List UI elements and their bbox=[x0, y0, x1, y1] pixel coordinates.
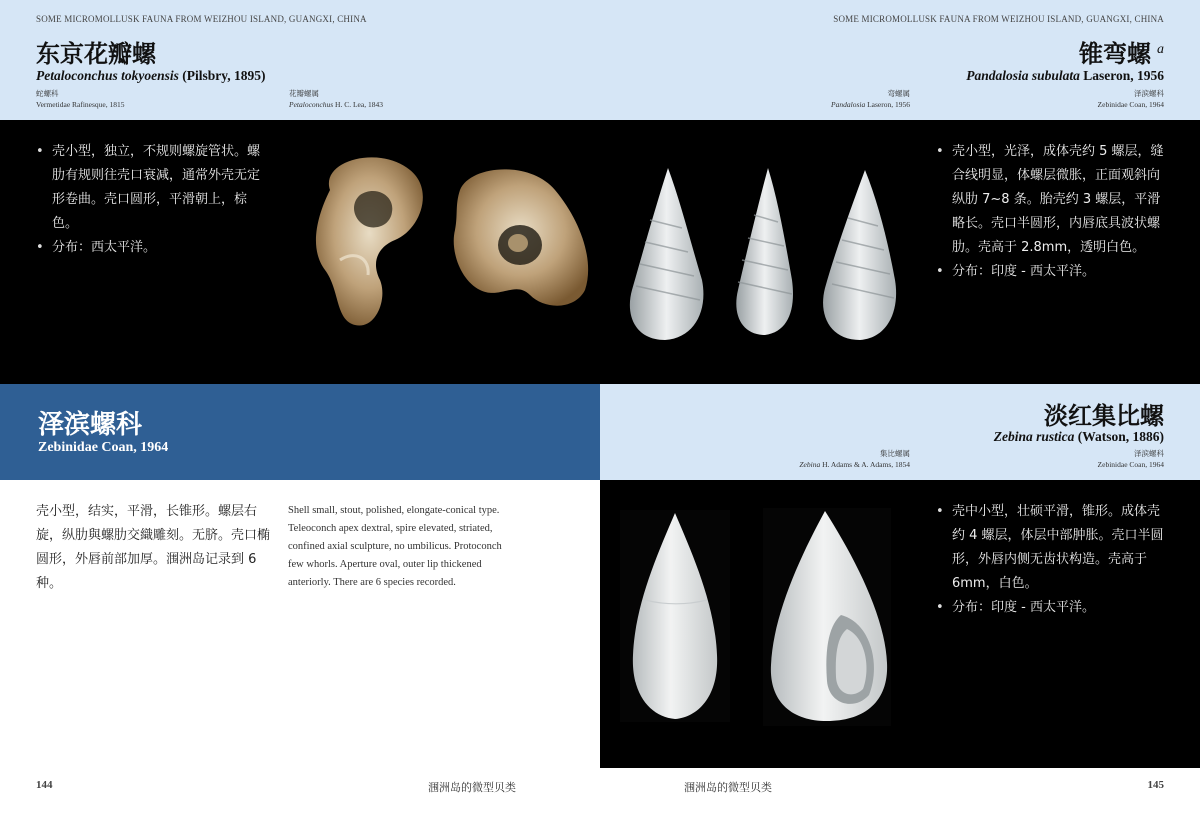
species-binomial: Petaloconchus tokyoensis bbox=[36, 68, 179, 83]
petaloconchus-shell-photos bbox=[300, 150, 600, 340]
family-name-zh: 蛇螺科 bbox=[36, 89, 59, 98]
conical-shell-image-apertural bbox=[763, 508, 891, 726]
species-sci-name-zebina: Zebina rustica (Watson, 1886) bbox=[993, 429, 1164, 444]
species-name-zh-zebina: 淡红集比螺 bbox=[1044, 402, 1164, 430]
list-item: • 分布：印度 - 西太平洋。 bbox=[936, 596, 1168, 620]
right-page-number: 145 bbox=[1147, 779, 1164, 791]
genus-name-zh: 花瓣螺属 bbox=[289, 89, 319, 98]
left-footer-title: 涠洲岛的微型贝类 bbox=[428, 781, 516, 794]
right-footer-title: 涠洲岛的微型贝类 bbox=[684, 781, 772, 794]
species-author: (Pilsbry, 1895) bbox=[178, 68, 266, 83]
list-item: • 壳小型，独立，不规则螺旋管状。螺肋有规则往壳口衰减，通常外壳无定形卷曲。壳口圆形，平滑朝上，棕色。 bbox=[36, 140, 272, 236]
left-page-number: 144 bbox=[36, 779, 53, 791]
species-sci-name-petaloconchus bbox=[36, 68, 266, 84]
pandalosia-shell-photos bbox=[620, 160, 910, 345]
family-section-title-sci: Zebinidae Coan, 1964 bbox=[38, 440, 169, 455]
family-section-title-zh: 泽滨螺科 bbox=[38, 410, 143, 440]
family-taxon-zebinidae-top: 泽滨螺科 Zebinidae Coan, 1964 bbox=[1097, 89, 1164, 109]
list-item: • 壳小型，光泽，成体壳约 5 螺层，缝合线明显，体螺层微胀，正面观斜向纵肋 7~8 条。胎壳约 3 螺层，平滑略长。壳口半圆形，内唇底具波状螺肋。壳高于 2.8mm，透明白色。 bbox=[936, 140, 1168, 260]
conical-shell-image-dorsal bbox=[620, 510, 730, 722]
genus-taxon-petaloconchus bbox=[289, 88, 383, 110]
petaloconchus-description-list bbox=[36, 140, 272, 260]
genus-taxon-pandalosia: 弯螺属 Pandalosia Laseron, 1956 bbox=[831, 89, 910, 109]
list-item: • 分布：印度 - 西太平洋。 bbox=[936, 260, 1168, 284]
superscript-note: a bbox=[1157, 42, 1164, 57]
species-sci-name-pandalosia: Pandalosia subulata Laseron, 1956 bbox=[966, 68, 1164, 83]
coiled-shell-image-1 bbox=[316, 157, 423, 325]
spire-shell-image-3 bbox=[823, 170, 896, 340]
coiled-shell-image-2 bbox=[454, 169, 588, 305]
species-name-zh-pandalosia: 锥弯螺 $^a$ bbox=[1079, 40, 1164, 68]
family-description-zh: 壳小型，结实，平滑，长锥形。螺层右旋，纵肋與螺肋交織雕刻。无脐。壳口椭圆形，外唇前部加厚。涠洲岛记录到 6 种。 bbox=[36, 504, 271, 591]
genus-name-sci: Petaloconchus H. C. Lea, 1843 bbox=[289, 100, 383, 109]
zebina-shell-photos bbox=[615, 505, 905, 730]
family-taxon-vermetidae bbox=[36, 88, 125, 110]
spire-shell-image-2 bbox=[736, 168, 793, 335]
list-item: • 分布：西太平洋。 bbox=[36, 236, 272, 260]
right-running-head: SOME MICROMOLLUSK FAUNA FROM WEIZHOU ISLAND, GUANGXI, CHINA bbox=[833, 14, 1164, 24]
family-name-sci: Vermetidae Rafinesque, 1815 bbox=[36, 100, 125, 109]
spire-shell-image-1 bbox=[630, 168, 704, 340]
zebina-description-list bbox=[936, 500, 1168, 620]
list-item: • 壳中小型，壮硕平滑，锥形。成体壳约 4 螺层，体层中部肿胀。壳口半圆形，外唇内侧无齿状构造。壳高于 6mm，白色。 bbox=[936, 500, 1168, 596]
left-running-head: SOME MICROMOLLUSK FAUNA FROM WEIZHOU ISLAND, GUANGXI, CHINA bbox=[36, 14, 367, 24]
family-taxon-zebinidae-bottom: 泽滨螺科 Zebinidae Coan, 1964 bbox=[1097, 449, 1164, 469]
species-name-zh-petaloconchus: 东京花瓣螺 bbox=[36, 40, 156, 68]
family-description-en: Shell small, stout, polished, elongate-conical type. Teleoconch apex dextral, spire elevated, striated, confined axial sculpture, no umbilicus. Protoconch few whorls. Aperture oval, outer lip thickened anteriorly. There are 6 species recorded. bbox=[288, 505, 502, 588]
pandalosia-description-list bbox=[936, 140, 1168, 284]
genus-taxon-zebina: 集比螺属 Zebina H. Adams & A. Adams, 1854 bbox=[799, 449, 910, 469]
